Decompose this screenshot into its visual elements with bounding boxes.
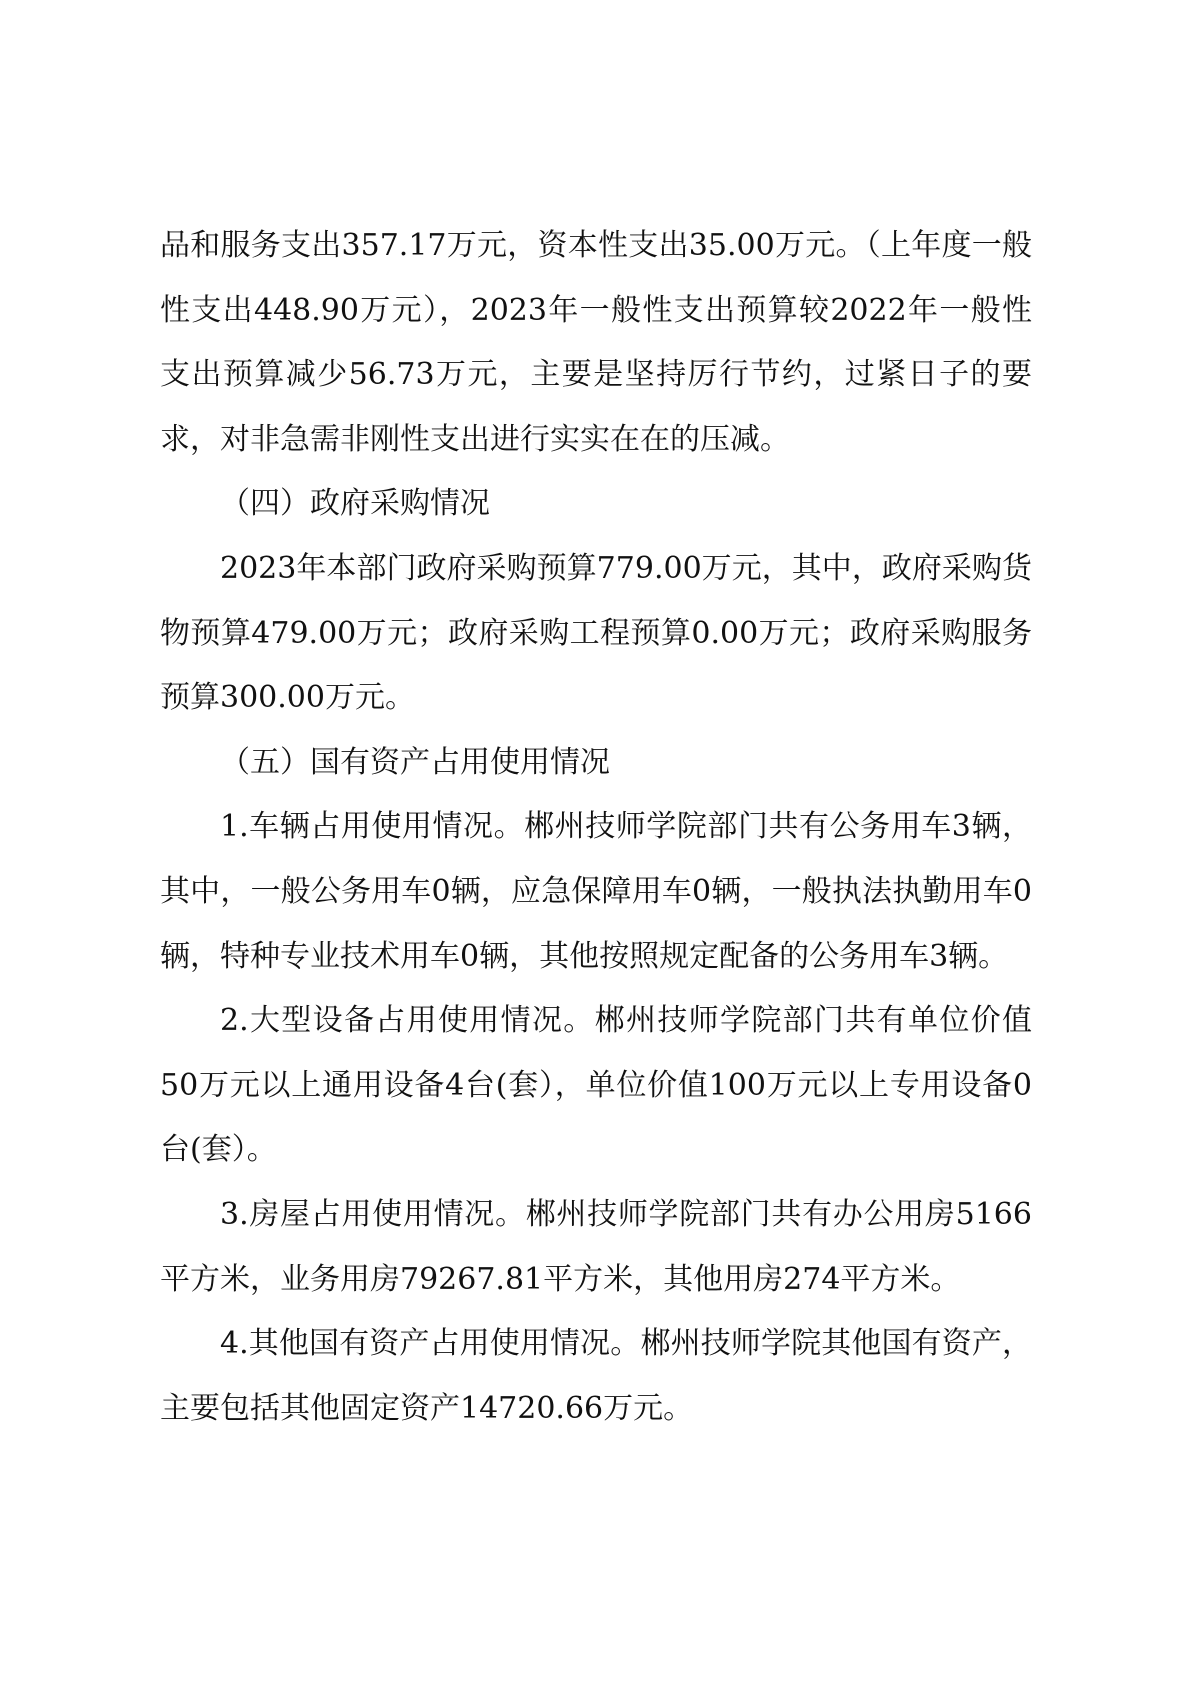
general-expenditure-paragraph: 品和服务支出357.17万元，资本性支出35.00万元。（上年度一般性支出448.90万元），2023年一般性支出预算较2022年一般性支出预算减少56.73万元，主要是坚持厉行节约，过紧日子的要求，对非急需非刚性支出进行实实在在的压减。 — [160, 228, 1032, 457]
vehicles-paragraph: 1.车辆占用使用情况。郴州技师学院部门共有公务用车3辆，其中，一般公务用车0辆，应急保障用车0辆，一般执法执勤用车0辆，特种专业技术用车0辆，其他按照规定配备的公务用车3辆。 — [160, 809, 1032, 974]
document-body — [160, 214, 1032, 1441]
equipment-paragraph: 2.大型设备占用使用情况。郴州技师学院部门共有单位价值50万元以上通用设备4台(套），单位价值100万元以上专用设备0台(套）。 — [160, 1003, 1032, 1168]
procurement-heading: （四）政府采购情况 — [220, 486, 490, 522]
procurement-paragraph: 2023年本部门政府采购预算779.00万元，其中，政府采购货物预算479.00万元；政府采购工程预算0.00万元；政府采购服务预算300.00万元。 — [160, 550, 1032, 716]
housing-paragraph: 3.房屋占用使用情况。郴州技师学院部门共有办公用房5166平方米，业务用房79267.81平方米，其他用房274平方米。 — [160, 1196, 1032, 1297]
other-assets-paragraph: 4.其他国有资产占用使用情况。郴州技师学院其他国有资产，主要包括其他固定资产14720.66万元。 — [160, 1326, 1032, 1426]
state-assets-heading: （五）国有资产占用使用情况 — [220, 744, 610, 780]
